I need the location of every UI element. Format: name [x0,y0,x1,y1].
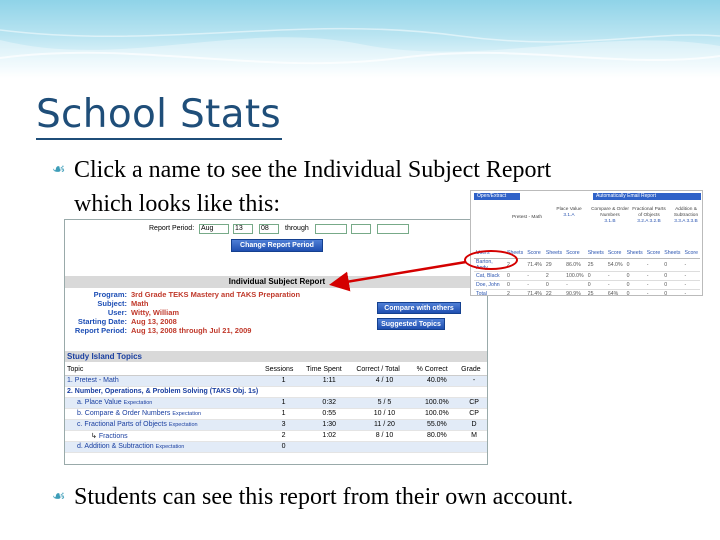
mini-cell: 0 [544,280,564,289]
mini-cell: 0 [662,280,682,289]
student-name-link[interactable]: Barton, Andy [474,258,505,271]
info-label: Program: [93,290,127,299]
compare-with-others-button[interactable]: Compare with others [377,302,461,314]
bullet-2-text: Students can see this report from their own account. [74,484,574,510]
suggested-topics-button[interactable]: Suggested Topics [377,318,445,330]
mini-header-cell: Sheets [626,250,643,257]
topic-link[interactable]: a. Place Value [77,399,122,406]
mini-cell: - [564,280,586,289]
mini-cell: 0 [586,280,606,289]
mini-cell: 0 [505,280,525,289]
mini-header-cell: Score [564,249,586,258]
mini-col-code: 3.3.A 3.3.B [674,219,698,224]
from-month-select[interactable]: Aug [199,224,229,234]
from-year-select[interactable]: 08 [259,224,279,234]
grade-cell: D [459,419,488,430]
report-period-label: Report Period: [149,225,195,232]
mini-cell: 0 [625,280,645,289]
mini-cell: 54.0% [606,258,625,271]
mini-cell: - [645,271,663,280]
topic-link[interactable]: Fractions [98,432,128,440]
topic-sub: Expectation [123,400,153,406]
mini-cell: 2 [505,289,525,296]
mini-header-cell: Score [684,250,698,257]
change-report-period-button[interactable]: Change Report Period [231,239,323,252]
mini-cell: - [606,271,625,280]
mini-cell: - [682,280,700,289]
mini-cell: 0 [586,271,606,280]
col-time: Time Spent [304,364,354,375]
topic-sub: Expectation [155,444,185,450]
mini-header-cell: Sheets [507,250,524,257]
topic-cell[interactable]: 2. Number, Operations, & Problem Solving (TAKS Obj. 1s) [65,386,488,397]
mini-col-code: 3.2.A 3.2.B [637,219,661,224]
bullet-2 [52,484,573,511]
pct-cell: 40.0% [415,375,460,386]
mini-cell: - [682,271,700,280]
col-pct: % Correct [415,364,460,375]
auto-email-button[interactable]: Automatically Email Report [593,193,701,200]
mini-col-name: Fractional Parts of Objects [632,207,666,218]
time-cell: 1:11 [304,375,354,386]
time-cell: 1:30 [304,419,354,430]
mini-cell: 22 [544,289,564,296]
mini-cell: 0 [662,258,682,271]
topic-sub: Expectation [168,422,198,428]
info-label: Subject: [97,299,127,308]
mini-col-code: 3.1.B [604,219,616,224]
info-label: Starting Date: [77,317,127,326]
mini-header-cell: Sheets [545,250,563,257]
report-title: Individual Subject Report [65,276,488,288]
mini-cell: - [645,280,663,289]
info-value: Aug 13, 2008 through Jul 21, 2009 [131,326,252,335]
mini-cell: 0 [662,289,682,296]
sessions-cell: 0 [263,441,304,452]
sessions-cell: 1 [263,397,304,408]
correct-cell: 5 / 5 [354,397,414,408]
correct-cell: 8 / 10 [354,430,414,441]
topic-link[interactable]: b. Compare & Order Numbers [77,410,171,417]
mini-cell: - [682,258,700,271]
bullet-1-text: Click a name to see the Individual Subject Report [74,157,552,183]
mini-cell: 86.0% [564,258,586,271]
mini-cell: 0 [625,289,645,296]
time-cell: 1:02 [304,430,354,441]
mini-cell: 0 [505,271,525,280]
mini-header-cell: Users [474,249,505,258]
grade-cell: M [459,430,488,441]
mini-cell: - [606,280,625,289]
through-label: through [285,225,309,232]
info-value: Aug 13, 2008 [131,317,177,326]
mini-header-cell: Score [606,249,625,258]
mini-cell: 64% [606,289,625,296]
mini-cell: - [525,280,544,289]
mini-cell: - [682,289,700,296]
pct-cell: 55.0% [415,419,460,430]
mini-col-name: Pretest - Math [511,215,543,220]
col-grade: Grade [459,364,488,375]
topic-link[interactable]: c. Fractional Parts of Objects [77,421,167,428]
mini-cell: 25 [586,289,606,296]
curl-bullet-icon: ☙ [52,489,66,505]
curl-bullet-icon: ☙ [52,162,66,178]
pct-cell: 80.0% [415,430,460,441]
grade-cell: CP [459,408,488,419]
topic-cell[interactable]: ↳ Fractions [65,430,263,441]
mini-cell: 71.4% [527,290,542,296]
mini-cell: 90.9% [564,289,586,296]
info-value: Math [131,299,149,308]
grade-cell: CP [459,397,488,408]
time-cell: 0:55 [304,408,354,419]
col-sessions: Sessions [263,364,304,375]
pct-cell: 100.0% [415,408,460,419]
mini-cell: - [645,289,663,296]
mini-cell: 71.4% [525,258,544,271]
grade-cell: - [459,375,488,386]
mini-cell: - [645,258,663,271]
mini-cell: 25 [586,258,606,271]
mini-col-name: Place Value [556,207,582,212]
info-value: Witty, William [131,308,180,317]
mini-cell: 0 [625,271,645,280]
info-label: Report Period: [74,326,127,335]
topic-cell[interactable]: 1. Pretest - Math [65,375,263,386]
student-name-link[interactable]: Cat, Black [474,271,505,280]
info-value: 3rd Grade TEKS Mastery and TAKS Preparation [131,290,301,299]
correct-cell: 11 / 20 [354,419,414,430]
study-island-topics-header: Study Island Topics [65,351,488,362]
mini-header-cell: Score [525,249,544,258]
col-topic: Topic [65,364,263,375]
mini-cell: 2 [505,258,525,271]
time-cell: 0:32 [304,397,354,408]
mini-cell: 2 [544,271,564,280]
slide-title: School Stats [36,92,282,137]
from-day-select[interactable]: 13 [233,224,253,234]
bullet-1-continued: which looks like this: [74,191,280,217]
topic-sub: Expectation [172,411,202,417]
topic-link[interactable]: d. Addition & Subtraction [77,443,154,450]
sessions-cell: 2 [263,430,304,441]
mini-col-name: Compare & Order Numbers [591,207,629,218]
sessions-cell: 3 [263,419,304,430]
mini-header-cell: Sheets [664,250,681,257]
mini-cell: - [525,271,544,280]
info-label: User: [107,308,127,317]
open-extract-button[interactable]: Open/Extract [474,193,520,200]
correct-cell: 10 / 10 [354,408,414,419]
mini-cell: 29 [544,258,564,271]
mini-col-name: Addition & Subtraction [673,207,699,218]
col-correct: Correct / Total [354,364,414,375]
correct-cell: 4 / 10 [354,375,414,386]
pct-cell: 100.0% [415,397,460,408]
mini-col-code: 3.1.A [563,213,575,218]
mini-cell: 0 [625,258,645,271]
sessions-cell: 1 [263,375,304,386]
total-label: Total [474,289,505,296]
mini-cell: 100.0% [566,272,584,279]
sessions-cell: 1 [263,408,304,419]
mini-header-cell: Sheets [587,250,604,257]
student-name-link[interactable]: Doe, John [474,280,505,289]
mini-header-cell: Score [646,250,661,257]
mini-cell: 0 [662,271,682,280]
